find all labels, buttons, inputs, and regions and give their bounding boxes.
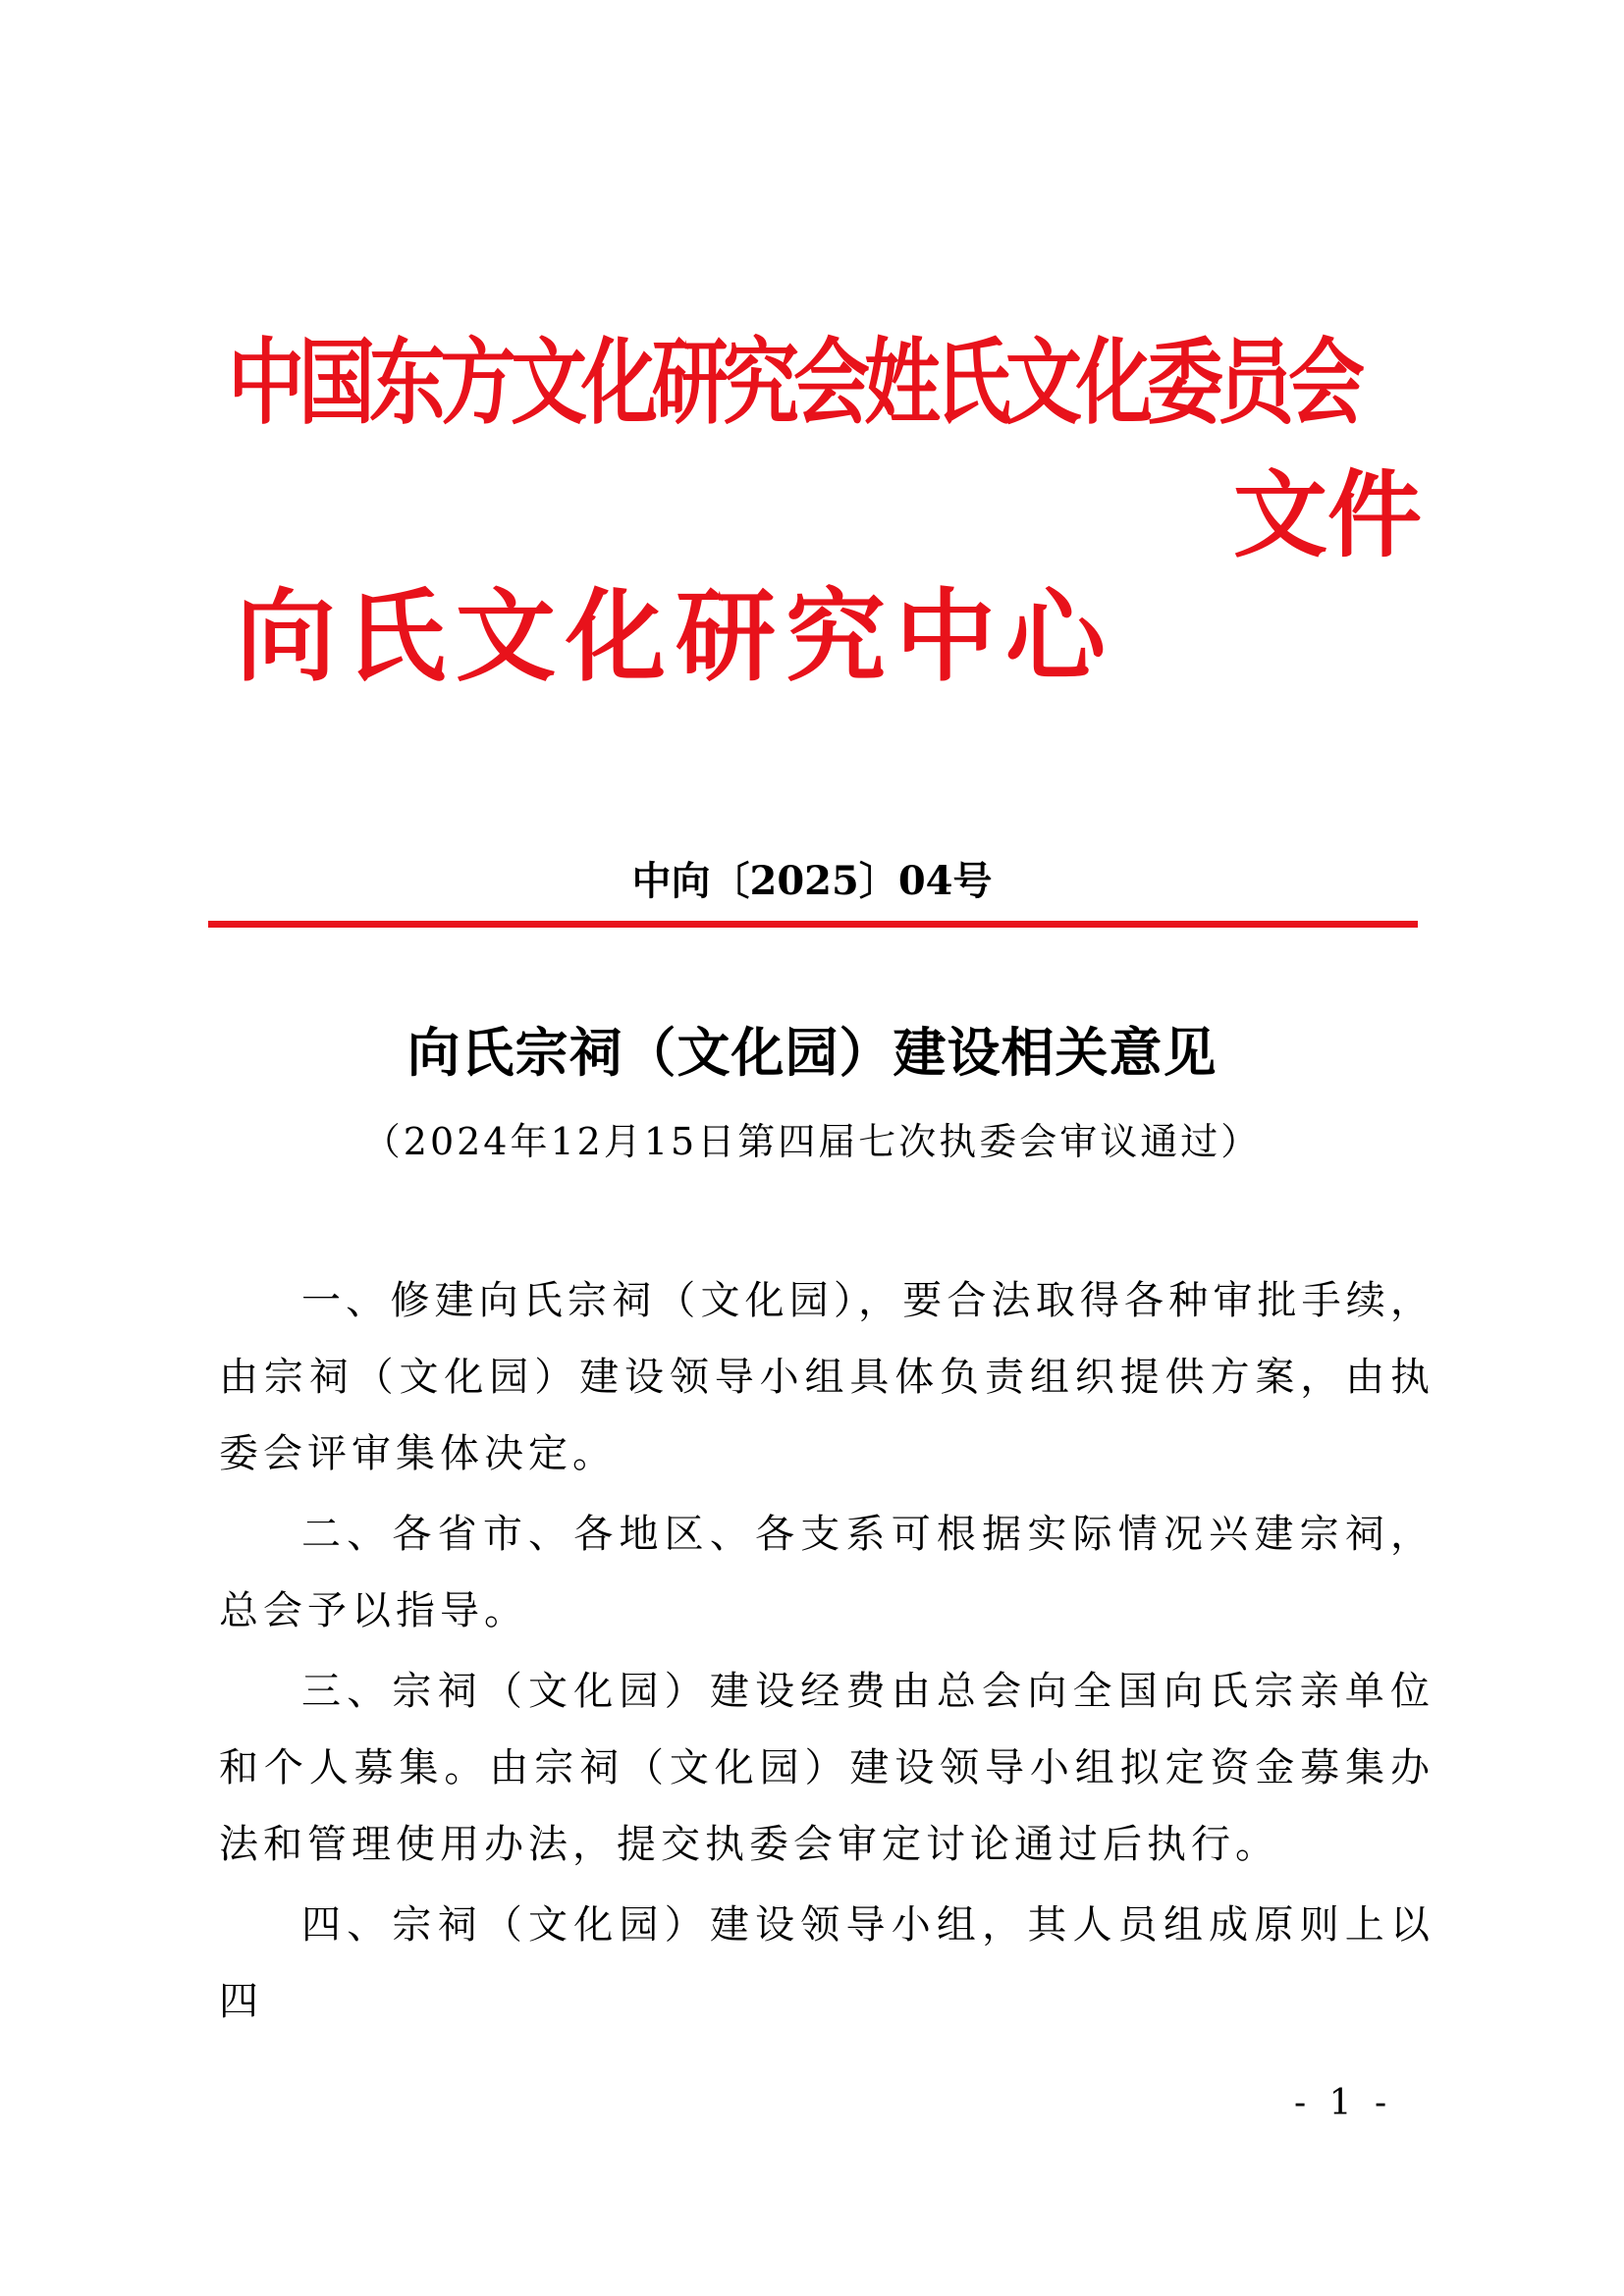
organization-name-line1: 中国东方文化研究会姓氏文化委员会 [228,328,1360,438]
page-number: - 1 - [1294,2083,1393,2123]
organization-name-line2: 向氏文化研究中心 [236,579,1115,696]
document-number: 中向〔2025〕04号 [631,858,993,904]
document-label: 文件 [1233,460,1422,570]
body-paragraph-1: 一、修建向氏宗祠（文化园），要合法取得各种审批手续，由宗祠（文化园）建设领导小组具体负责组织提供方案，由执委会评审集体决定。 [219,1278,1435,1476]
document-subtitle: （2024年12月15日第四届七次执委会审议通过） [362,1120,1262,1163]
body-paragraph-2: 二、各省市、各地区、各支系可根据实际情况兴建宗祠，总会予以指导。 [219,1512,1435,1633]
document-title: 向氏宗祠（文化园）建设相关意见 [406,1022,1218,1084]
red-divider-rule [208,921,1418,928]
body-paragraph-4: 四、宗祠（文化园）建设领导小组，其人员组成原则上以四 [219,1902,1435,2024]
body-paragraph-3: 三、宗祠（文化园）建设经费由总会向全国向氏宗亲单位和个人募集。由宗祠（文化园）建设领导小组拟定资金募集办法和管理使用办法，提交执委会审定讨论通过后执行。 [219,1669,1435,1867]
document-body [219,1262,1435,2044]
